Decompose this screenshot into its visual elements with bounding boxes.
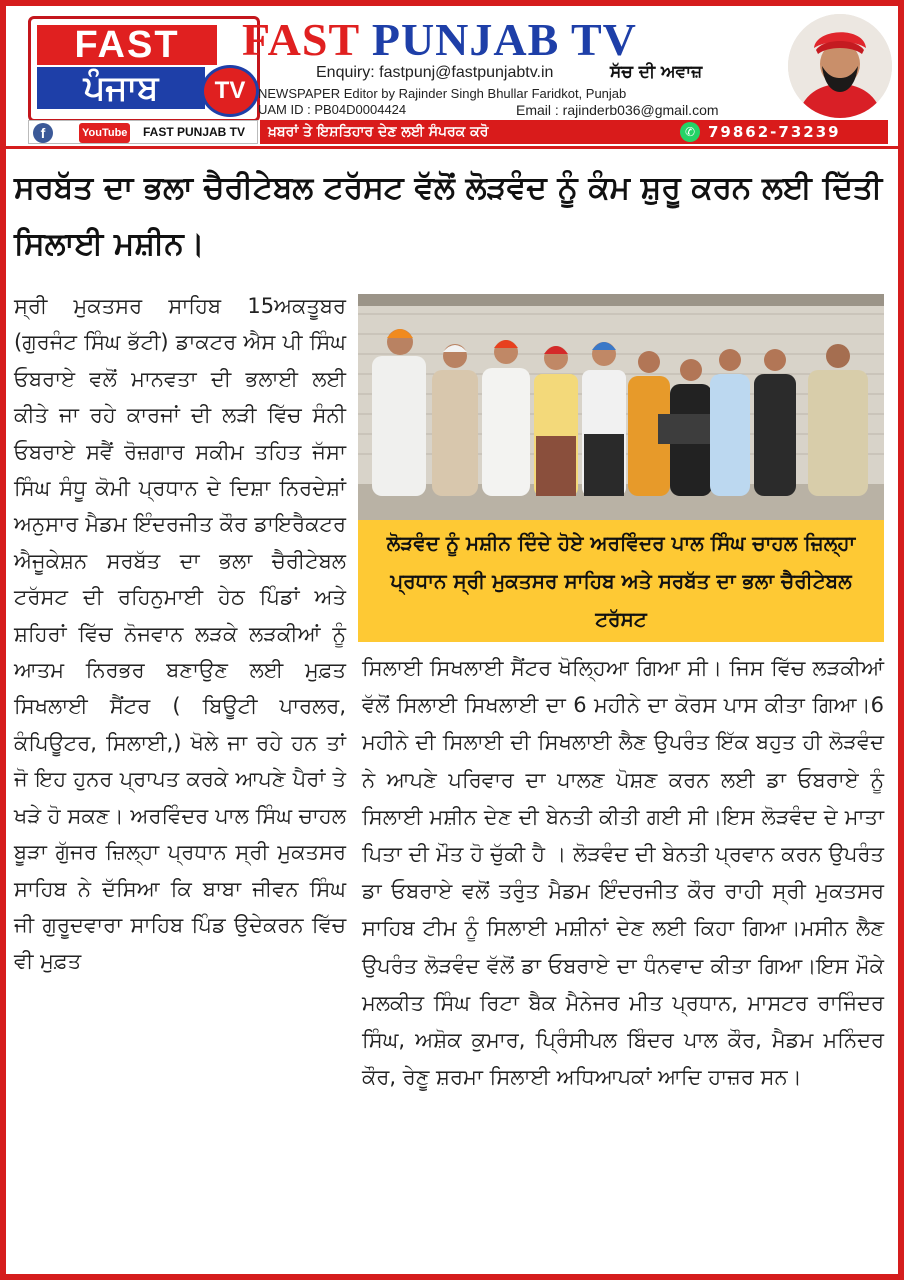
article-headline: ਸਰਬੱਤ ਦਾ ਭਲਾ ਚੈਰੀਟੇਬਲ ਟਰੱਸਟ ਵੱਲੋਂ ਲੋੜਵੰਦ ਨੂੰ ਕੰਮ ਸ਼ੁਰੂ ਕਰਨ ਲਈ ਦਿੱਤੀ ਸਿਲਾਈ ਮਸ਼ੀਨ। [14,170,883,262]
social-strip [28,120,258,144]
advertising-contact-strip [260,120,888,144]
editor-avatar [788,14,892,118]
masthead-title-punjab-tv: PUNJAB TV [359,14,637,65]
masthead [6,6,898,140]
contact-bar [28,120,888,144]
editor-portrait-icon [788,14,892,118]
group-photo-image [358,294,884,520]
photo-caption: ਲੋੜਵੰਦ ਨੂੰ ਮਸ਼ੀਨ ਦਿੰਦੇ ਹੋਏ ਅਰਵਿੰਦਰ ਪਾਲ ਸਿੰਘ ਚਾਹਲ ਜ਼ਿਲ੍ਹਾ ਪ੍ਰਧਾਨ ਸ੍ਰੀ ਮੁਕਤਸਰ ਸਾਹਿਬ ਅਤੇ ਸਰਬੱਤ ਦਾ ਭਲਾ ਚੈਰੀਟੇਬਲ ਟਰੱਸਟ [386,531,856,631]
channel-logo [28,16,260,122]
tagline: ਸੱਚ ਦੀ ਅਵਾਜ਼ [610,62,703,82]
editor-line: NEWSPAPER Editor by Rajinder Singh Bhullar Faridkot, Punjab [258,86,627,101]
masthead-title [242,14,802,66]
contact-text: ਖ਼ਬਰਾਂ ਤੇ ਇਸ਼ਤਿਹਾਰ ਦੇਣ ਲਈ ਸੰਪਰਕ ਕਰੋ [268,124,489,140]
facebook-icon[interactable]: f [33,123,53,143]
social-handle: FAST PUNJAB TV [143,125,246,139]
photo-caption-box [358,520,884,642]
uam-id: UAM ID : PB04D0004424 [258,102,407,117]
youtube-icon[interactable]: YouTube [79,123,130,143]
editor-email: Email : rajinderb036@gmail.com [516,102,719,118]
article-photo [358,294,884,520]
logo-tv-badge: TV [201,65,259,117]
masthead-title-fast: FAST [242,14,360,65]
enquiry-email: Enquiry: fastpunj@fastpunjabtv.in [316,64,554,81]
whatsapp-icon[interactable]: ✆ [680,122,700,142]
article-body-right: ਸਿਲਾਈ ਸਿਖਲਾਈ ਸੈਂਟਰ ਖੋਲ੍ਹਿਆ ਗਿਆ ਸੀ। ਜਿਸ ਵਿੱਚ ਲੜਕੀਆਂ ਵੱਲੋਂ ਸਿਲਾਈ ਸਿਖਲਾਈ ਦਾ 6 ਮਹੀਨੇ ਦਾ ਕੋਰਸ ਪਾਸ ਕੀਤਾ ਗਿਆ।6 ਮਹੀਨੇ ਦੀ ਸਿਲਾਈ ਦੀ ਸਿਖਲਾਈ ਲੈਣ ਉਪਰੰਤ ਇੱਕ ਬਹੁਤ ਹੀ ਲੋੜਵੰਦ ਨੇ ਆਪਣੇ ਪਰਿਵਾਰ ਦਾ ਪਾਲਣ ਪੋਸ਼ਣ ਕਰਨ ਲਈ ਡਾ ਓਬਰਾਏ ਨੂੰ ਸਿਲਾਈ ਮਸ਼ੀਨ ਦੇਣ ਦੀ ਬੇਨਤੀ ਕੀਤੀ ਗਈ ਸੀ।ਇਸ ਲੋੜਵੰਦ ਦੇ ਮਾਤਾ ਪਿਤਾ ਦੀ ਮੌਤ ਹੋ ਚੁੱਕੀ ਹੈ । ਲੋੜਵੰਦ ਦੀ ਬੇਨਤੀ ਪ੍ਰਵਾਨ ਕਰਨ ਉਪਰੰਤ ਡਾ ਓਬਰਾਏ ਵਲੋਂ ਤਰੁੰਤ ਮੈਡਮ ਇੰਦਰਜੀਤ ਕੌਰ ਰਾਹੀ ਸ੍ਰੀ ਮੁਕਤਸਰ ਸਾਹਿਬ ਟੀਮ ਨੂੰ ਸਿਲਾਈ ਮਸ਼ੀਨਾਂ ਦੇਣ ਲਈ ਕਿਹਾ ਗਿਆ।ਮਸੀਨ ਲੈਣ ਉਪਰੰਤ ਲੋੜਵੰਦ ਵੱਲੋਂ ਡਾ ਓਬਰਾਏ ਦਾ ਧੰਨਵਾਦ ਕੀਤਾ ਗਿਆ।ਇਸ ਮੌਕੇ ਮਲਕੀਤ ਸਿੰਘ ਰਿਟਾ ਬੈਕ ਮੈਨੇਜਰ ਮੀਤ ਪ੍ਰਧਾਨ, ਮਾਸਟਰ ਰਾਜਿੰਦਰ ਸਿੰਘ, ਅਸ਼ੋਕ ਕੁਮਾਰ, ਪ੍ਰਿੰਸੀਪਲ ਬਿੰਦਰ ਪਾਲ ਕੌਰ, ਮੈਡਮ ਮਨਿੰਦਰ ਕੌਰ, ਰੇਣੂ ਸ਼ਰਮਾ ਸਿਲਾਈ ਅਧਿਆਪਕਾਂ ਆਦਿ ਹਾਜ਼ਰ ਸਨ। [362,656,884,1090]
header-divider [6,146,898,149]
logo-punjab-text: ਪੰਜਾਬ [37,67,205,109]
logo-fast-text: FAST [37,25,217,65]
article-body-left: ਸ੍ਰੀ ਮੁਕਤਸਰ ਸਾਹਿਬ 15ਅਕਤੂਬਰ (ਗੁਰਜੰਟ ਸਿੰਘ ਭੱਟੀ) ਡਾਕਟਰ ਐਸ ਪੀ ਸਿੰਘ ਓਬਰਾਏ ਵਲੋਂ ਮਾਨਵਤਾ ਦੀ ਭਲਾਈ ਲਈ ਕੀਤੇ ਜਾ ਰਹੇ ਕਾਰਜਾਂ ਦੀ ਲੜੀ ਵਿੱਚ ਸੰਨੀ ਓਬਰਾਏ ਸਵੈਂ ਰੋਜ਼ਗਾਰ ਸਕੀਮ ਤਹਿਤ ਜੱਸਾ ਸਿੰਘ ਸੰਧੂ ਕੋਮੀ ਪ੍ਰਧਾਨ ਦੇ ਦਿਸ਼ਾ ਨਿਰਦੇਸ਼ਾਂ ਅਨੁਸਾਰ ਮੈਡਮ ਇੰਦਰਜੀਤ ਕੌਰ ਡਾਇਰੈਕਟਰ ਐਜੂਕੇਸ਼ਨ ਸਰਬੱਤ ਦਾ ਭਲਾ ਚੈਰੀਟੇਬਲ ਟਰੱਸਟ ਦੀ ਰਹਿਨੁਮਾਈ ਹੇਠ ਪਿੰਡਾਂ ਅਤੇ ਸ਼ਹਿਰਾਂ ਵਿੱਚ ਨੋਜਵਾਨ ਲੜਕੇ ਲੜਕੀਆਂ ਨੂੰ ਆਤਮ ਨਿਰਭਰ ਬਣਾਉਣ ਲਈ ਮੁਫ਼ਤ ਸਿਖਲਾਈ ਸੈਂਟਰ ( ਬਿਊਟੀ ਪਾਰਲਰ, ਕੰਪਿਊਟਰ, ਸਿਲਾਈ,) ਖੋਲੇ ਜਾ ਰਹੇ ਹਨ ਤਾਂ ਜੋ ਇਹ ਹੁਨਰ ਪ੍ਰਾਪਤ ਕਰਕੇ ਆਪਣੇ ਪੈਰਾਂ ਤੇ ਖੜੇ ਹੋ ਸਕਣ। ਅਰਵਿੰਦਰ ਪਾਲ ਸਿੰਘ ਚਾਹਲ ਬੂੜਾ ਗੁੱਜਰ ਜ਼ਿਲ੍ਹਾ ਪ੍ਰਧਾਨ ਸ੍ਰੀ ਮੁਕਤਸਰ ਸਾਹਿਬ ਨੇ ਦੱਸਿਆ ਕਿ ਬਾਬਾ ਜੀਵਨ ਸਿੰਘ ਜੀ ਗੁਰੂਦਵਾਰਾ ਸਾਹਿਬ ਪਿੰਡ ਉਦੇਕਰਨ ਵਿੱਚ ਵੀ ਮੁਫ਼ਤ [14,294,346,974]
phone-number[interactable]: 79862-73239 [708,123,841,141]
